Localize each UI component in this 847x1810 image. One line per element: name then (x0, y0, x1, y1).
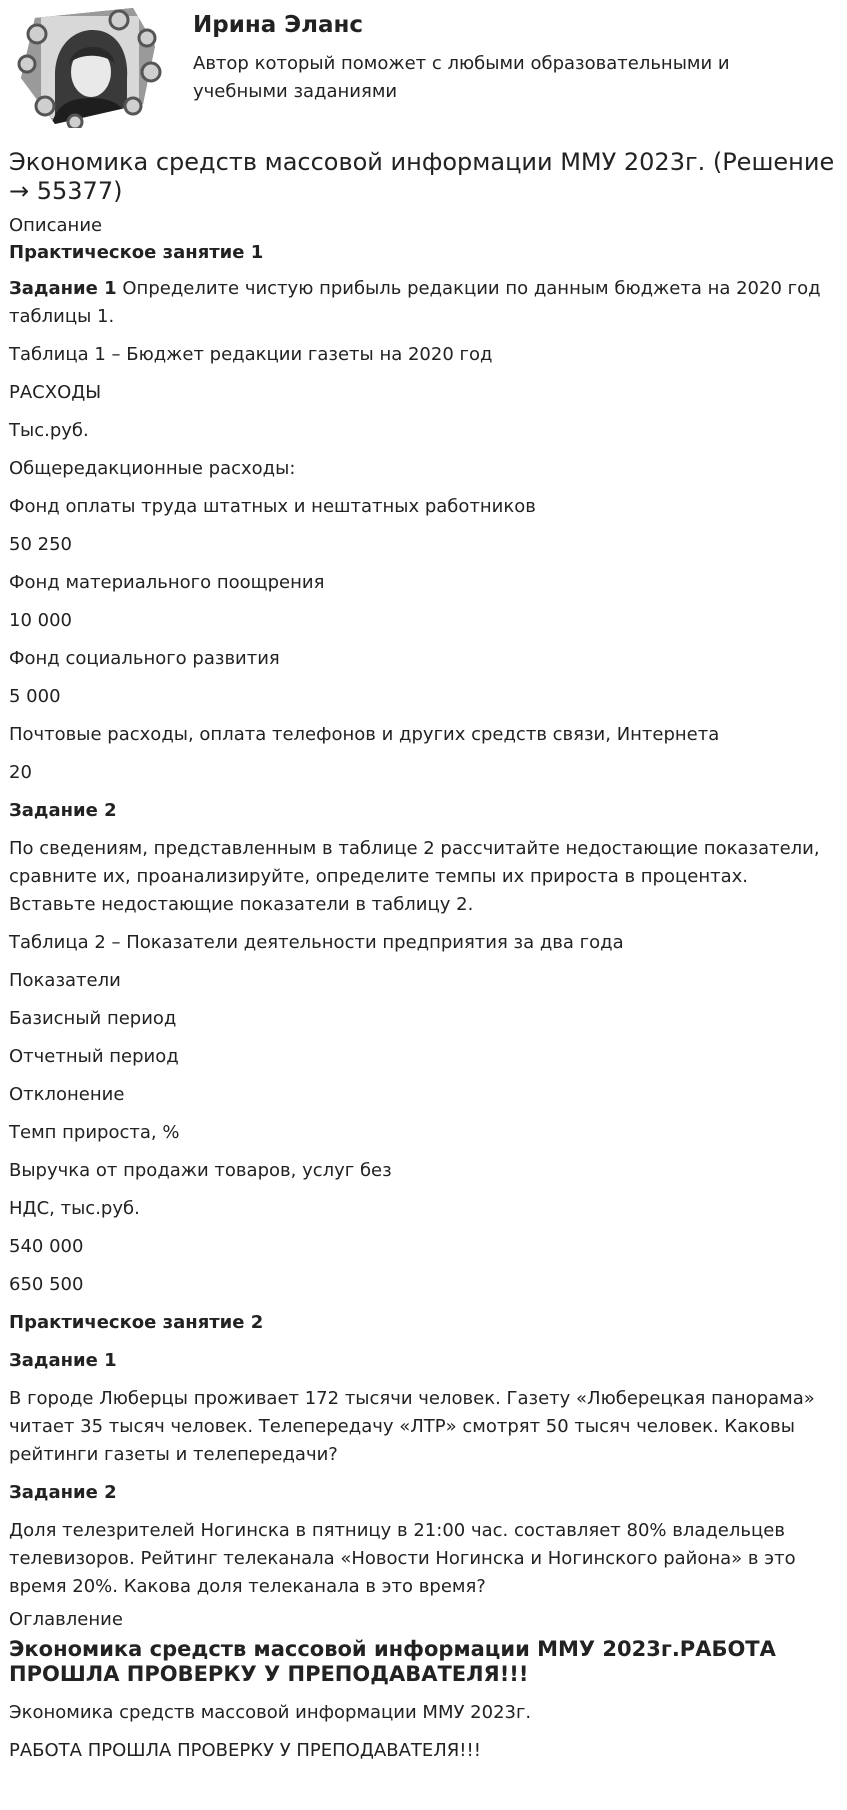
text-line: Фонд социального развития (9, 648, 280, 669)
text-line: Фонд материального поощрения (9, 572, 325, 593)
text-line: Почтовые расходы, оплата телефонов и других средств связи, Интернета (9, 724, 720, 745)
toc-heading: Экономика средств массовой информации ММУ 2023г.РАБОТА ПРОШЛА ПРОВЕРКУ У ПРЕПОДАВАТЕЛЯ!!! (9, 1637, 776, 1686)
practice1-task1-text: Определите чистую прибыль редакции по данным бюджета на 2020 год таблицы 1. (9, 278, 821, 327)
page-title: Экономика средств массовой информации ММУ 2023г. (Решение → 55377) (9, 148, 835, 205)
text-line: 50 250 (9, 534, 72, 555)
text-line: 540 000 (9, 1236, 84, 1257)
text-line: НДС, тыс.руб. (9, 1198, 140, 1219)
text-line: Отклонение (9, 1084, 125, 1105)
text-line: Базисный период (9, 1008, 177, 1029)
toc-label: Оглавление (9, 1609, 123, 1630)
practice2-heading: Практическое занятие 2 (9, 1312, 264, 1333)
text-line: Таблица 2 – Показатели деятельности предприятия за два года (9, 932, 624, 953)
author-name[interactable]: Ирина Эланс (193, 12, 364, 38)
text-line: Фонд оплаты труда штатных и нештатных работников (9, 496, 536, 517)
user-avatar-icon[interactable] (15, 6, 163, 128)
text-line: Выручка от продажи товаров, услуг без (9, 1160, 392, 1181)
text-line: Тыс.руб. (9, 420, 89, 441)
text-line: РАСХОДЫ (9, 382, 102, 403)
toc-line: Экономика средств массовой информации ММУ 2023г. (9, 1702, 532, 1723)
text-line: 650 500 (9, 1274, 84, 1295)
author-description: Автор который поможет с любыми образовательными и учебными заданиями (193, 53, 730, 102)
practice2-task2-label: Задание 2 (9, 1482, 117, 1503)
text-line: Таблица 1 – Бюджет редакции газеты на 2020 год (9, 344, 493, 365)
practice2-task1-text: В городе Люберцы проживает 172 тысячи человек. Газету «Люберецкая панорама» читает 35 тысяч человек. Телепередачу «ЛТР» смотрят 50 тысяч человек. Каковы рейтинги газеты и телепередачи? (9, 1388, 815, 1465)
author-card (9, 0, 838, 130)
practice1-heading: Практическое занятие 1 (9, 242, 264, 263)
practice2-task2-text: Доля телезрителей Ногинска в пятницу в 21:00 час. составляет 80% владельцев телевизоров. Рейтинг телеканала «Новости Ногинска и Ногинского района» в это время 20%. Какова доля телеканала в это время? (9, 1520, 796, 1597)
text-line: Отчетный период (9, 1046, 179, 1067)
text-line: Показатели (9, 970, 121, 991)
text-line: 5 000 (9, 686, 61, 707)
practice2-task1-label: Задание 1 (9, 1350, 117, 1371)
text-line: Темп прироста, % (9, 1122, 180, 1143)
text-line: 10 000 (9, 610, 72, 631)
practice1-task1 (9, 275, 838, 331)
text-line: 20 (9, 762, 32, 783)
description-label: Описание (9, 215, 103, 236)
practice1-task2-text: По сведениям, представленным в таблице 2 рассчитайте недостающие показатели, сравните их, проанализируйте, определите темпы их прироста в процентах. Вставьте недостающие показатели в таблицу 2. (9, 838, 820, 915)
practice1-task2-label: Задание 2 (9, 800, 117, 821)
text-line: Общередакционные расходы: (9, 458, 296, 479)
practice1-task1-label: Задание 1 (9, 278, 117, 299)
toc-line: РАБОТА ПРОШЛА ПРОВЕРКУ У ПРЕПОДАВАТЕЛЯ!!! (9, 1740, 481, 1761)
